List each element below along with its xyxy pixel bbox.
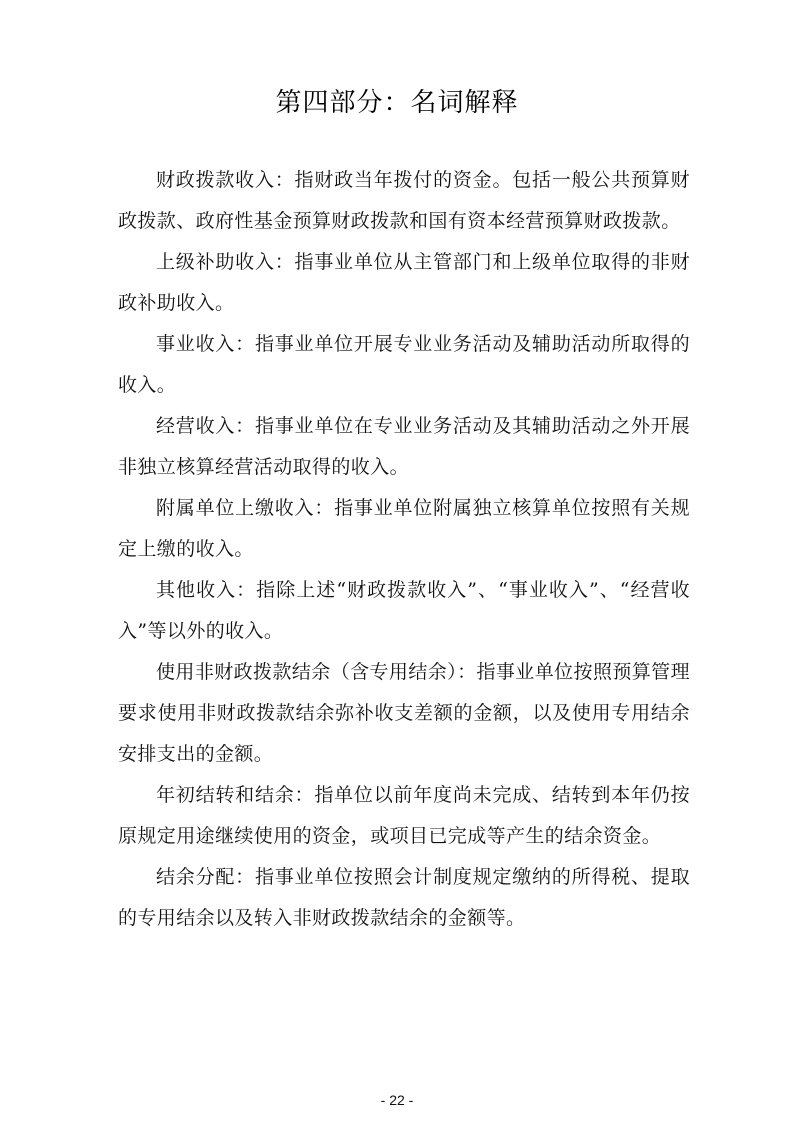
glossary-entry-business-income: 事业收入：指事业单位开展专业业务活动及辅助活动所取得的收入。 — [118, 333, 690, 396]
glossary-entry-balance-distribution: 结余分配：指事业单位按照会计制度规定缴纳的所得税、提取的专用结余以及转入非财政拨款结余的金额等。 — [118, 866, 690, 929]
glossary-entry-superior-subsidy-income: 上级补助收入：指事业单位从主管部门和上级单位取得的非财政补助收入。 — [118, 251, 690, 314]
glossary-entry-affiliated-unit-remittance: 附属单位上缴收入：指事业单位附属独立核算单位按照有关规定上缴的收入。 — [118, 497, 690, 560]
glossary-entry-fiscal-appropriation-income: 财政拨款收入：指财政当年拨付的资金。包括一般公共预算财政拨款、政府性基金预算财政拨款和国有资本经营预算财政拨款。 — [118, 169, 690, 232]
glossary-entry-operating-income: 经营收入：指事业单位在专业业务活动及其辅助活动之外开展非独立核算经营活动取得的收入。 — [118, 415, 690, 478]
page-title: 第四部分：名词解释 — [275, 88, 519, 118]
glossary-entry-beginning-carryover: 年初结转和结余：指单位以前年度尚未完成、结转到本年仍按原规定用途继续使用的资金，或项目已完成等产生的结余资金。 — [118, 784, 690, 847]
glossary-entry-other-income: 其他收入：指除上述“财政拨款收入”、“事业收入”、“经营收入”等以外的收入。 — [118, 579, 690, 642]
glossary-body — [118, 160, 690, 939]
glossary-entry-non-fiscal-balance-use: 使用非财政拨款结余（含专用结余）：指事业单位按照预算管理要求使用非财政拨款结余弥补收支差额的金额，以及使用专用结余安排支出的金额。 — [118, 661, 690, 765]
page-number: - 22 - — [380, 1092, 414, 1108]
